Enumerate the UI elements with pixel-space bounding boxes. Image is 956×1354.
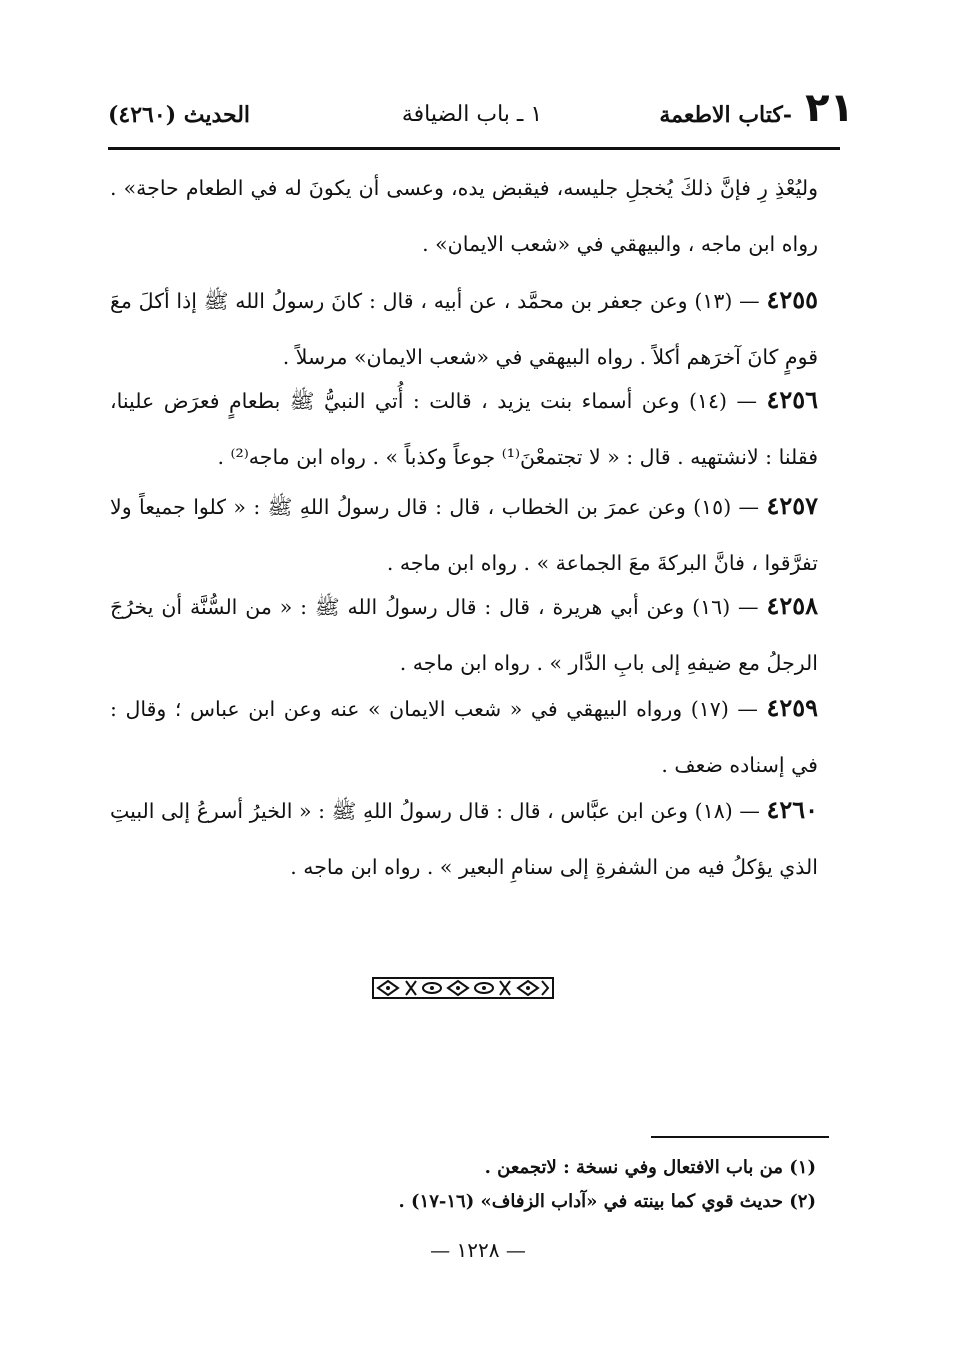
footnotes (296, 1151, 816, 1219)
hadith-number: ٤٢٥٨ (766, 591, 818, 620)
hadith-entry-4258 (110, 578, 818, 691)
footnote-2: (٢) حديث قوي كما بينته في «آداب الزفاف» (١٦-١٧) . (398, 1191, 816, 1212)
hadith-range: الحديث (٤٢٦٠) (108, 102, 251, 128)
hadith-text: — (١٤) وعن أسماء بنت يزيد ، قالت : أُتي النبيُّ ﷺ بطعامٍ فعرَض علينا، فقلنا : لانشتهيه . قال : « لا تجتمعْنَ⁽¹⁾ جوعاً وكذباً » . رواه ابن ماجه⁽²⁾ . (110, 389, 818, 469)
hadith-entry-4255 (110, 272, 818, 385)
header-rule (108, 147, 840, 150)
footnote-1: (١) من باب الافتعال وفي نسخة : لاتجمعن . (484, 1157, 816, 1178)
hadith-text: — (١٧) ورواه البيهقي في « شعب الايمان » عنه وعن ابن عباس ؛ وقال : في إسناده ضعف . (110, 697, 818, 777)
hadith-text: — (١٦) وعن أبي هريرة ، قال : قال رسولُ الله ﷺ : « من السُّنَّة أن يخرُجَ الرجلُ مع ضيفهِ إلى بابِ الدَّار » . رواه ابن ماجه . (110, 595, 818, 675)
page-number: — ١٢٢٨ — (430, 1238, 526, 1262)
running-header (108, 85, 854, 136)
footnote-rule (651, 1136, 829, 1138)
hadith-text: — (١٥) وعن عمرَ بن الخطاب ، قال : قال رسولُ اللهِ ﷺ : « كلوا جميعاً ولا تفرَّقوا ، فانَّ البركةَ معَ الجماعة » . رواه ابن ماجه . (110, 495, 818, 575)
ornament-divider-icon (372, 977, 554, 999)
hadith-number: ٤٢٥٩ (766, 693, 819, 722)
hadith-entry-4260 (110, 782, 818, 895)
hadith-number: ٤٢٥٥ (766, 285, 818, 314)
book-title: -كتاب الاطعمة (659, 102, 792, 128)
hadith-number: ٤٢٥٧ (766, 491, 818, 520)
chapter-title: ١ ـ باب الضيافة (401, 102, 543, 127)
intro-text: وليُعْذِ رِ فإنَّ ذلكَ يُخجلِ جليسه، فيقبض يده، وعسى أن يكونَ له في الطعام حاجة» . رواه ابن ماجه ، والبيهقي في «شعب الايمان» . (110, 176, 818, 256)
hadith-entry-4259 (110, 680, 818, 793)
book-number: ٢١ (805, 85, 854, 131)
hadith-number: ٤٢٦٠ (766, 795, 819, 824)
intro-paragraph (110, 160, 818, 272)
hadith-entry-4257 (110, 478, 818, 591)
hadith-entry-4256 (110, 372, 818, 485)
hadith-number: ٤٢٥٦ (766, 385, 819, 414)
hadith-text: — (١٣) وعن جعفر بن محمَّد ، عن أبيه ، قال : كانَ رسولُ الله ﷺ إذا أكلَ معَ قومٍ كانَ آخرَهم أكلاً . رواه البيهقي في «شعب الايمان» مرسلاً . (110, 289, 818, 369)
hadith-text: — (١٨) وعن ابن عبَّاس ، قال : قال رسولُ اللهِ ﷺ : « الخيرُ أسرعُ إلى البيتِ الذي يؤكلُ فيه من الشفرةِ إلى سنامِ البعير » . رواه ابن ماجه . (110, 799, 818, 879)
